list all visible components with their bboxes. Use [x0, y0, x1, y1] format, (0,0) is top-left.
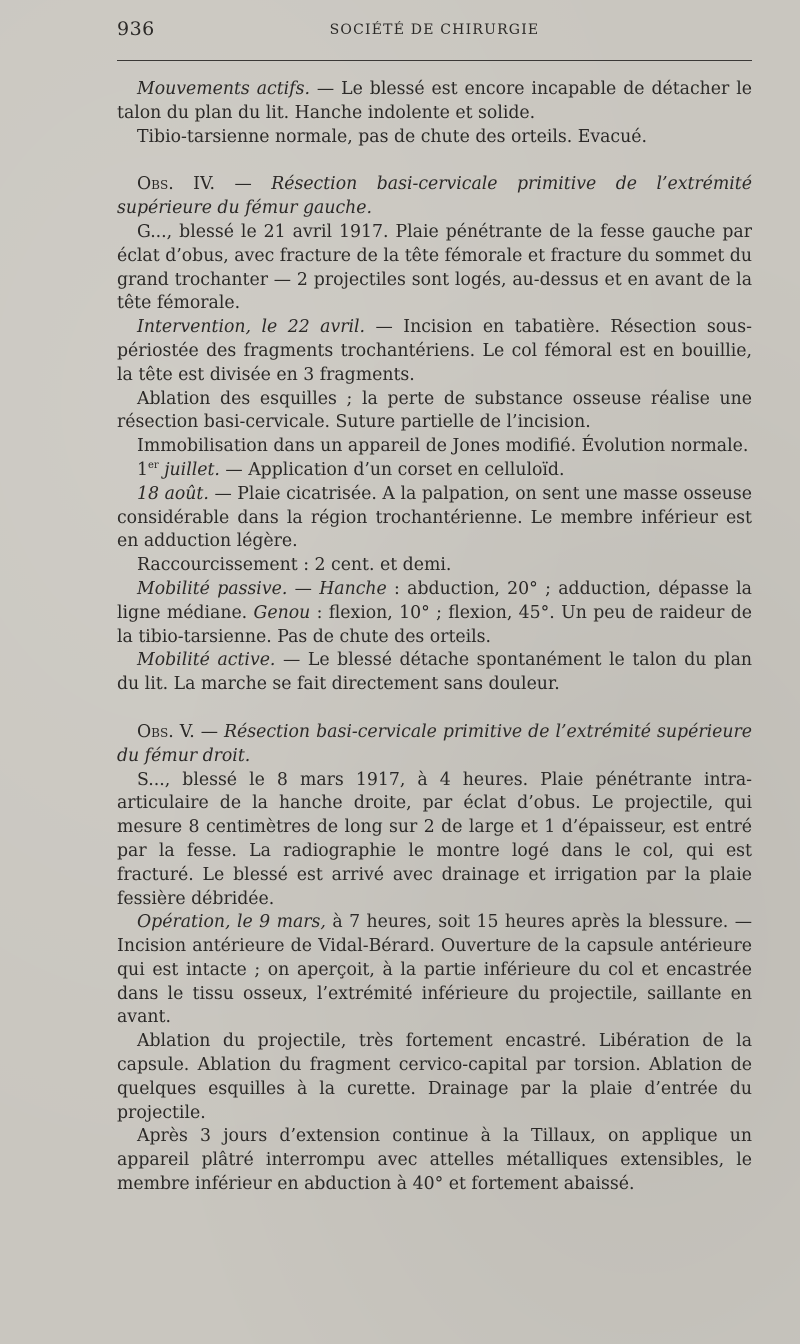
- paragraph: Immobilisation dans un appareil de Jones modifié. Évolution normale.: [137, 436, 749, 457]
- page-body: [117, 78, 752, 1197]
- running-title: SOCIÉTÉ DE CHIRURGIE: [329, 22, 540, 38]
- paragraph: [117, 483, 752, 554]
- header-rule: [117, 60, 752, 61]
- paragraph-label: Intervention, le 22 avril.: [137, 317, 366, 338]
- paragraph: [117, 649, 752, 697]
- hanche-label: Hanche: [319, 578, 387, 599]
- paragraph-label: Mobilité active.: [137, 650, 276, 671]
- paragraph-label: 18 août.: [137, 483, 209, 504]
- observation-heading: [117, 173, 752, 221]
- paragraph-text: — Le blessé détache spontanément le talon du plan du lit. La marche se fait directement sans douleur.: [117, 650, 753, 695]
- date-day: 1: [137, 459, 148, 480]
- page-header: [117, 18, 752, 48]
- observation-dash: —: [214, 174, 272, 195]
- paragraph: Raccourcissement : 2 cent. et demi.: [137, 555, 452, 576]
- paragraph-text: — Le blessé est encore incapable de détacher le talon du plan du lit. Hanche indolente et solide.: [117, 79, 752, 123]
- paragraph: [117, 78, 752, 126]
- genou-label: Genou: [253, 602, 311, 623]
- paragraph-label: Opération, le 9 mars,: [137, 912, 326, 933]
- observation-title: Résection basi-cervicale primitive de l’extrémité supérieure du fémur gauche.: [117, 174, 752, 219]
- date-ordinal: er: [148, 460, 159, 472]
- paragraph-label: Mobilité passive.: [137, 578, 288, 599]
- observation-label: Obs. IV.: [137, 174, 215, 195]
- paragraph-text: à 7 heures, soit 15 heures après la blessure. — Incision antérieure de Vidal-Bérard. Ouverture de la capsule antérieure qui est intacte ; on aperçoit, à la partie inférieure du col et encastrée dans le tissu osseux, l’extrémité inférieure du projectile, saillante en avant.: [117, 912, 753, 1028]
- paragraph: [117, 459, 752, 483]
- paragraph-text: — Incision en tabatière. Résection sous-périostée des fragments trochantériens. Le col fémoral est en bouillie, la tête est divisée en 3 fragments.: [117, 317, 753, 385]
- paragraph: [117, 316, 752, 387]
- paragraph: Tibio-tarsienne normale, pas de chute des orteils. Evacué.: [137, 126, 647, 147]
- paragraph: G..., blessé le 21 avril 1917. Plaie pénétrante de la fesse gauche par éclat d’obus, avec fracture de la tête fémorale et fracture du sommet du grand trochanter — 2 projectiles sont logés, au-dessus et en avant de la tête fémorale.: [117, 221, 752, 314]
- paragraph-text: : abduction, 20° ; adduction, dépasse la ligne médiane.: [117, 578, 752, 623]
- paragraph-text: : flexion, 10° ; flexion, 45°. Un peu de raideur de la tibio-tarsienne. Pas de chute des orteils.: [117, 602, 752, 647]
- paragraph: [117, 911, 752, 1030]
- paragraph: [117, 578, 752, 649]
- paragraph: S..., blessé le 8 mars 1917, à 4 heures. Plaie pénétrante intra-articulaire de la hanche droite, par éclat d’obus. Le projectile, qui mesure 8 centimètres de long sur 2 de large et 1 d’épaisseur, est entré par la fesse. La radiographie le montre logé dans le col, qui est fracturé. Le blessé est arrivé avec drainage et irrigation par la plaie fessière débridée.: [117, 769, 752, 909]
- observation-label: Obs. V.: [137, 721, 195, 742]
- paragraph-label: juillet.: [158, 459, 220, 480]
- observation-title: Résection basi-cervicale primitive de l’extrémité supérieure du fémur droit.: [117, 721, 752, 766]
- paragraph: Ablation du projectile, très fortement encastré. Libération de la capsule. Ablation du fragment cervico-capital par torsion. Ablation de quelques esquilles à la curette. Drainage par la plaie d’entrée du projectile.: [117, 1031, 752, 1123]
- observation-dash: —: [194, 721, 225, 742]
- paragraph: Ablation des esquilles ; la perte de substance osseuse réalise une résection basi-cervicale. Suture partielle de l’incision.: [117, 388, 752, 433]
- paragraph-text: — Application d’un corset en celluloïd.: [219, 459, 565, 480]
- paragraph-dash: —: [287, 578, 320, 599]
- observation-heading: [117, 721, 752, 769]
- page-number: 936: [117, 18, 155, 40]
- paragraph-text: — Plaie cicatrisée. A la palpation, on sent une masse osseuse considérable dans la région trochantérienne. Le membre inférieur est en adduction légère.: [117, 483, 752, 552]
- paragraph-label: Mouvements actifs.: [137, 79, 310, 99]
- paragraph: Après 3 jours d’extension continue à la Tillaux, on applique un appareil plâtré interrompu avec attelles métalliques extensibles, le membre inférieur en abduction à 40° et fortement abaissé.: [117, 1126, 752, 1195]
